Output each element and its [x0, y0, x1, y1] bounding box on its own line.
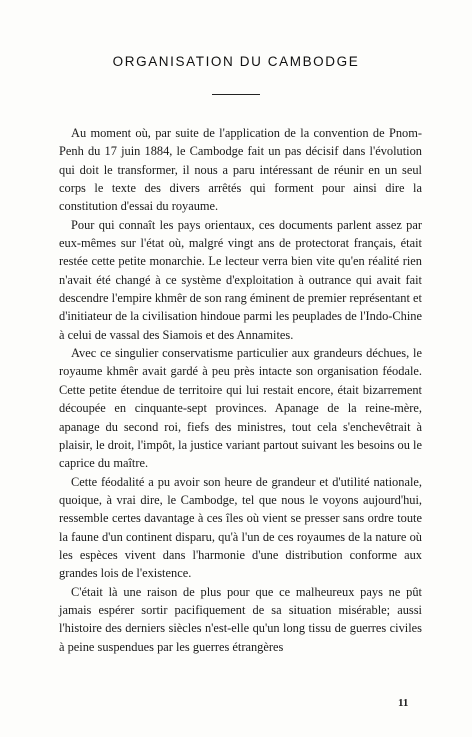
body-text: [59, 124, 422, 656]
paragraph: Pour qui connaît les pays orientaux, ces documents parlent assez par eux-mêmes sur l'état où, malgré vingt ans de protectorat français, était restée cette petite monarchie. Le lecteur verra bien vite qu'en réalité rien n'avait été changé à ce système d'exploitation à outrance qui avait fait descendre l'empire khmêr de son rang éminent de premier représentant et d'initiateur de la civilisation hindoue parmi les peuplades de l'Indo-Chine à celui de vassal des Siamois et des Annamites.: [59, 217, 422, 342]
paragraph: Avec ce singulier conservatisme particulier aux grandeurs déchues, le royaume khmêr avait gardé à peu près intacte son organisation féodale. Cette petite étendue de territoire qui lui restait encore, était bizarrement découpée en cinquante-sept provinces. Apanage de la reine-mère, apanage du second roi, fiefs des ministres, tout cela s'enchevêtrait à plaisir, le droit, l'impôt, la justice variant partout suivant les besoins ou le caprice du maître.: [59, 346, 422, 471]
paragraph: Cette féodalité a pu avoir son heure de grandeur et d'utilité nationale, quoique, à vrai dire, le Cambodge, tel que nous le voyons aujourd'hui, ressemble certes davantage à ces îles où vient se presser sans ordre toute la faune d'un continent disparu, qu'à l'un de ces royaumes de la nature où les espèces vivent dans l'harmonie d'une distribution conforme aux grandes lois de l'existence.: [59, 474, 422, 581]
title-divider: [212, 94, 260, 95]
chapter-title: ORGANISATION DU CAMBODGE: [112, 54, 360, 69]
page-number: 11: [398, 697, 409, 709]
paragraph: Au moment où, par suite de l'application de la convention de Pnom-Penh du 17 juin 1884, le Cambodge fait un pas décisif dans l'évolution qui doit le transformer, il nous a paru intéressant de réunir en un seul corps le texte des divers arrêtés qui forment pour ainsi dire la constitution d'essai du royaume.: [59, 126, 422, 214]
paragraph: C'était là une raison de plus pour que ce malheureux pays ne pût jamais espérer sortir pacifiquement de sa situation misérable; aussi l'histoire des derniers siècles n'est-elle qu'un long tissu de guerres civiles à peine suspendues par les guerres étrangères: [59, 584, 422, 654]
